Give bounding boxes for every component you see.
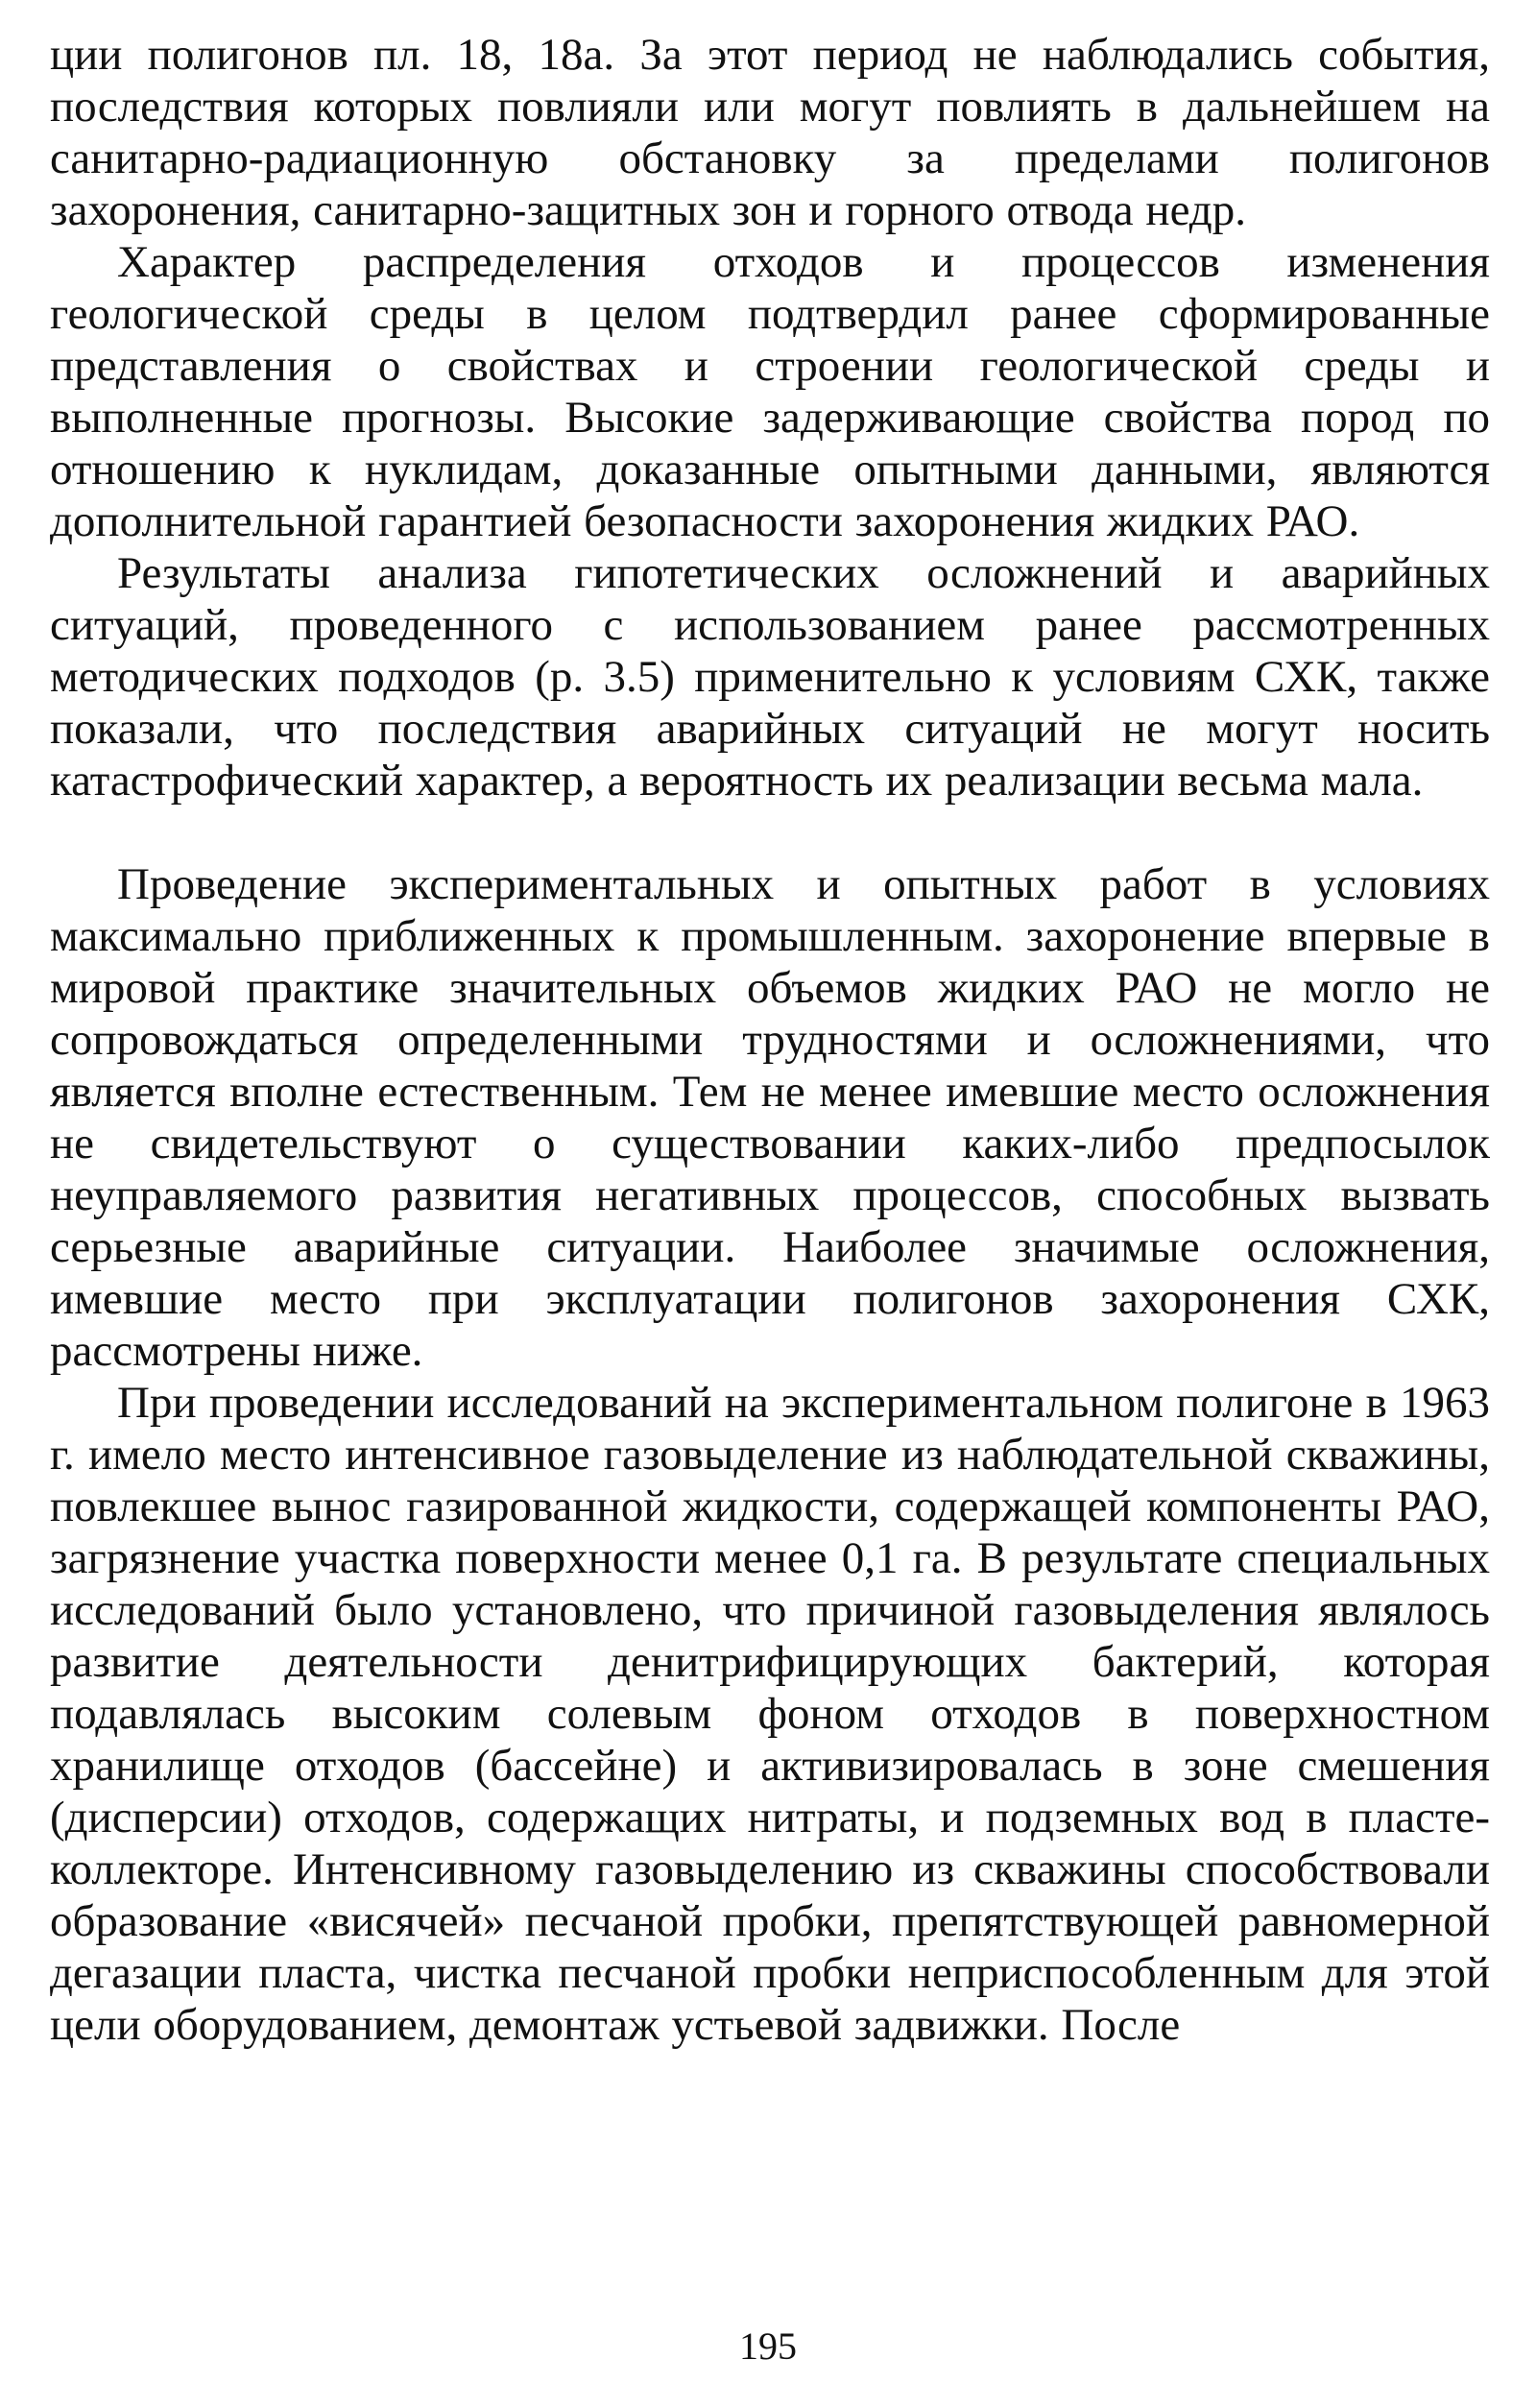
page-body [50,29,1490,2051]
section-gap [50,807,1490,858]
paragraph-hypothetical-complications: Результаты анализа гипотетических осложнений и аварийных ситуаций, проведенного с использованием ранее рассмотренных методических подходов (р. 3.5) применительно к условиям СХК, также показали, что последствия аварийных ситуаций не могут носить катастрофический характер, а вероятность их реализации весьма мала. [50,548,1490,806]
paragraph-gas-release-1963: При проведении исследований на экспериментальном полигоне в 1963 г. имело место интенсивное газовыделение из наблюдательной скважины, повлекшее вынос газированной жидкости, содержащей компоненты РАО, загрязнение участка поверхности менее 0,1 га. В результате специальных исследований было установлено, что причиной газовыделения являлось развитие деятельности денитрифицирующих бактерий, которая подавлялась высоким солевым фоном отходов в поверхностном хранилище отходов (бассейне) и активизировалась в зоне смешения (дисперсии) отходов, содержащих нитраты, и подземных вод в пласте-коллекторе. Интенсивному газовыделению из скважины способствовали образование «висячей» песчаной пробки, препятствующей равномерной дегазации пласта, чистка песчаной пробки неприспособленным для этой цели оборудованием, демонтаж устьевой задвижки. После [50,1378,1490,2050]
paragraph-experimental-works: Проведение экспериментальных и опытных работ в условиях максимально приближенных к промышленным. захоронение впервые в мировой практике значительных объемов жидких РАО не могло не сопровождаться определенными трудностями и осложнениями, что является вполне естественным. Тем не менее имевшие место осложнения не свидетельствуют о существовании каких-либо предпосылок неуправляемого развития негативных процессов, способных вызвать серьезные аварийные ситуации. Наиболее значимые осложнения, имевшие место при эксплуатации полигонов захоронения СХК, рассмотрены ниже. [50,859,1490,1376]
page-number: 195 [739,2324,797,2368]
paragraph-geological-environment: Характер распределения отходов и процессов изменения геологической среды в целом подтвердил ранее сформированные представления о свойствах и строении геологической среды и выполненные прогнозы. Высокие задерживающие свойства пород по отношению к нуклидам, доказанные опытными данными, являются дополнительной гарантией безопасности захоронения жидких РАО. [50,237,1490,546]
paragraph-continuation: ции полигонов пл. 18, 18а. За этот период не наблюдались события, последствия которых повлияли или могут повлиять в дальнейшем на санитарно-радиационную обстановку за пределами полигонов захоронения, санитарно-защитных зон и горного отвода недр. [50,30,1490,235]
